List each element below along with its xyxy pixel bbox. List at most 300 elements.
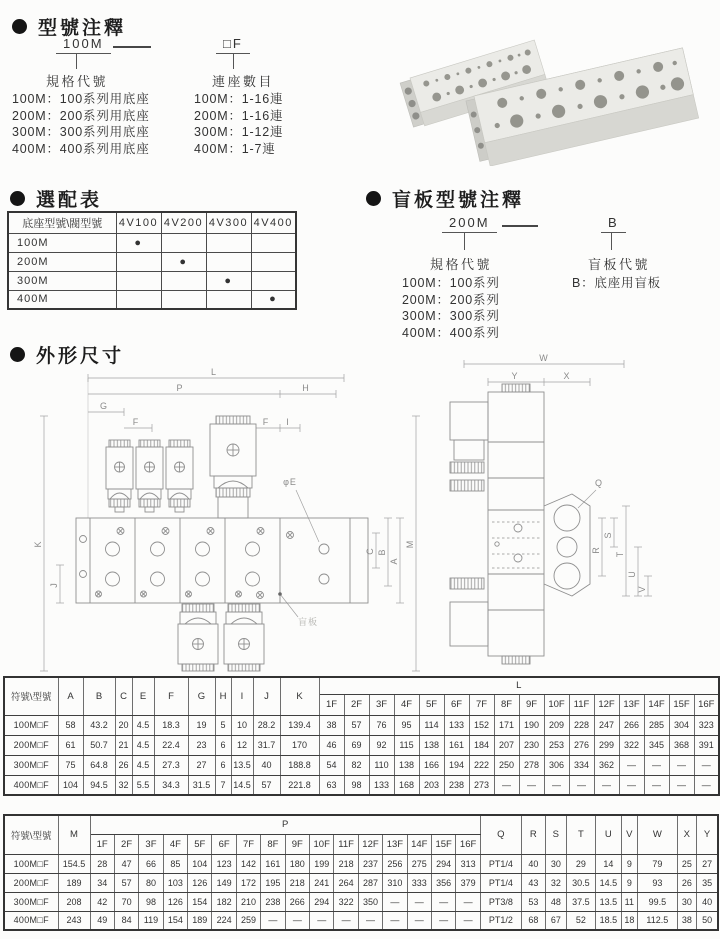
t1-value-cell: 188.8 — [280, 755, 319, 775]
t1-value-cell: 207 — [494, 735, 519, 755]
t1-value-cell: 110 — [369, 755, 394, 775]
t2-value-cell: 294 — [310, 892, 334, 911]
t1-value-cell: 34.3 — [154, 775, 188, 795]
t2-value-cell: 28 — [90, 854, 114, 873]
t2-value-cell: 29 — [566, 854, 595, 873]
dim-label-C: C — [365, 547, 375, 555]
t1-value-cell: 22.4 — [154, 735, 188, 755]
compat-dot-cell: ● — [161, 252, 206, 271]
t2-value-cell: — — [383, 911, 407, 930]
spec-code-list — [12, 91, 150, 157]
valve-side-view — [450, 384, 590, 664]
t2-data-row — [4, 854, 718, 873]
base-model-label: 300M — [8, 271, 116, 290]
t2-value-cell: 40 — [696, 892, 718, 911]
station-count-item: 100M：1-16連 — [194, 92, 284, 106]
t1-value-cell: 18.3 — [154, 715, 188, 735]
t2-value-cell: 237 — [358, 854, 382, 873]
t1-station-header: 8F — [494, 694, 519, 715]
t1-value-cell: 5 — [215, 715, 231, 735]
t1-value-cell: — — [694, 755, 719, 775]
t1-col-header: A — [58, 677, 83, 715]
dimension-labels — [511, 354, 647, 593]
valve-model-header: 4V300 — [206, 212, 251, 233]
t2-value-cell: 66 — [139, 854, 163, 873]
t1-station-header: 13F — [619, 694, 644, 715]
t2-col-header: Q — [480, 815, 521, 854]
t2-value-cell: PT3/8 — [480, 892, 521, 911]
t2-value-cell: 9 — [621, 854, 637, 873]
t2-station-header: 4F — [163, 834, 187, 854]
t1-col-header: B — [83, 677, 115, 715]
t2-value-cell: 142 — [236, 854, 260, 873]
t2-value-cell: PT1/4 — [480, 854, 521, 873]
dim-label-H: H — [302, 383, 310, 393]
blind-code-base: 200M — [442, 215, 497, 233]
t1-value-cell: 114 — [419, 715, 444, 735]
t2-value-cell: — — [358, 911, 382, 930]
t2-station-header: 1F — [90, 834, 114, 854]
compat-dot-cell: ● — [116, 233, 161, 252]
t2-value-cell: 333 — [407, 873, 431, 892]
t2-value-cell: 243 — [58, 911, 90, 930]
bullet-icon — [12, 19, 27, 34]
t2-value-cell: 123 — [212, 854, 236, 873]
valve-model-header: 4V100 — [116, 212, 161, 233]
compat-dot-cell: ● — [206, 271, 251, 290]
t2-station-header: 3F — [139, 834, 163, 854]
code-separator-line — [113, 46, 151, 48]
t1-value-cell: 273 — [469, 775, 494, 795]
dim-label-J: J — [49, 582, 59, 588]
t2-value-cell: 84 — [114, 911, 138, 930]
t2-value-cell: 80 — [139, 873, 163, 892]
t1-value-cell: 139.4 — [280, 715, 319, 735]
t2-col-header: Y — [696, 815, 718, 854]
bullet-icon — [366, 191, 381, 206]
t1-value-cell: 95 — [394, 715, 419, 735]
t1-col-header: H — [215, 677, 231, 715]
spec-code-item: 100M：100系列用底座 — [12, 92, 150, 106]
t1-value-cell: 166 — [419, 755, 444, 775]
t2-value-cell: 14.5 — [595, 873, 621, 892]
t2-value-cell: 18 — [621, 911, 637, 930]
t2-value-cell: 126 — [163, 892, 187, 911]
dim-label-U: U — [627, 570, 637, 578]
t1-value-cell: 306 — [544, 755, 569, 775]
t1-value-cell: 104 — [58, 775, 83, 795]
t2-value-cell: 154.5 — [58, 854, 90, 873]
t1-corner-header: 符號\型號 — [4, 677, 58, 715]
compat-dot-cell — [251, 271, 296, 290]
t1-value-cell: 12 — [231, 735, 253, 755]
t2-station-header: 12F — [358, 834, 382, 854]
tree-stem — [611, 233, 612, 250]
t2-value-cell: — — [431, 892, 455, 911]
blind-code-list — [572, 275, 661, 292]
station-count-label: 連座數目 — [212, 74, 275, 89]
dim-label-L: L — [210, 368, 218, 377]
compat-dot-cell — [161, 290, 206, 309]
bullet-icon — [10, 347, 25, 362]
t2-value-cell: 379 — [456, 873, 480, 892]
t2-value-cell: 241 — [310, 873, 334, 892]
t2-value-cell: 266 — [285, 892, 309, 911]
t2-col-header-M: M — [58, 815, 90, 854]
dim-label-R: R — [591, 546, 601, 554]
dim-label-V: V — [637, 585, 647, 593]
blind-code-label: 盲板代號 — [588, 257, 651, 272]
t1-value-cell: 168 — [394, 775, 419, 795]
t1-value-cell: 323 — [694, 715, 719, 735]
t1-value-cell: 266 — [619, 715, 644, 735]
t1-value-cell: 250 — [494, 755, 519, 775]
t2-value-cell: — — [456, 911, 480, 930]
t2-value-cell: — — [456, 892, 480, 911]
t2-value-cell: 189 — [58, 873, 90, 892]
t1-value-cell: — — [569, 775, 594, 795]
t2-col-header: S — [545, 815, 566, 854]
t1-value-cell: 253 — [544, 735, 569, 755]
t2-data-row — [4, 873, 718, 892]
t2-value-cell: 25 — [677, 854, 696, 873]
t1-value-cell: 238 — [444, 775, 469, 795]
t2-value-cell: 172 — [236, 873, 260, 892]
blind-code-suffix: B — [601, 215, 626, 233]
t2-value-cell: 49 — [90, 911, 114, 930]
compat-dot-cell — [161, 233, 206, 252]
t2-value-cell: 180 — [285, 854, 309, 873]
t1-value-cell: 230 — [519, 735, 544, 755]
t2-value-cell: 350 — [358, 892, 382, 911]
station-count-list — [194, 91, 283, 157]
t1-value-cell: — — [644, 775, 669, 795]
t2-value-cell: 313 — [456, 854, 480, 873]
compat-dot-cell — [206, 290, 251, 309]
compat-dot-cell — [251, 233, 296, 252]
blind-spec-item: 400M：400系列 — [402, 325, 500, 340]
t1-value-cell: 391 — [694, 735, 719, 755]
t2-value-cell: — — [334, 911, 358, 930]
tree-stem — [76, 54, 77, 69]
base-model-label: 100M — [8, 233, 116, 252]
t2-value-cell: 154 — [163, 911, 187, 930]
t1-value-cell: — — [694, 775, 719, 795]
t2-col-header: V — [621, 815, 637, 854]
t2-model-cell: 100M□F — [4, 854, 58, 873]
t2-station-header: 8F — [261, 834, 285, 854]
dim-label-G: G — [99, 401, 109, 411]
t1-value-cell: 322 — [619, 735, 644, 755]
t1-value-cell: 27.3 — [154, 755, 188, 775]
t1-col-header: E — [132, 677, 154, 715]
t1-value-cell: 133 — [369, 775, 394, 795]
t2-model-cell: 200M□F — [4, 873, 58, 892]
t1-value-cell: 26 — [115, 755, 132, 775]
t1-value-cell: 98 — [344, 775, 369, 795]
t1-value-cell: 20 — [115, 715, 132, 735]
t1-model-cell: 200M□F — [4, 735, 58, 755]
t2-value-cell: 149 — [212, 873, 236, 892]
t1-value-cell: 61 — [58, 735, 83, 755]
t2-value-cell: 218 — [334, 854, 358, 873]
t1-data-row — [4, 715, 719, 735]
t1-value-cell: 285 — [644, 715, 669, 735]
t1-col-header: I — [231, 677, 253, 715]
t2-value-cell: 224 — [212, 911, 236, 930]
blind-spec-item: 200M：200系列 — [402, 292, 500, 307]
t1-value-cell: 171 — [494, 715, 519, 735]
t2-value-cell: 11 — [621, 892, 637, 911]
t2-value-cell: 27 — [696, 854, 718, 873]
t2-value-cell: — — [431, 911, 455, 930]
t1-value-cell: 7 — [215, 775, 231, 795]
t2-value-cell: 112.5 — [637, 911, 677, 930]
t1-col-header: G — [188, 677, 215, 715]
t1-value-cell: 10 — [231, 715, 253, 735]
t2-value-cell: 68 — [521, 911, 545, 930]
t1-value-cell: 6 — [215, 735, 231, 755]
dim-label-S: S — [603, 531, 613, 539]
t1-value-cell: 58 — [58, 715, 83, 735]
t2-value-cell: — — [261, 911, 285, 930]
t1-value-cell: 247 — [594, 715, 619, 735]
t2-station-header: 14F — [407, 834, 431, 854]
t1-station-header: 12F — [594, 694, 619, 715]
t2-value-cell: 103 — [163, 873, 187, 892]
t2-value-cell: 275 — [407, 854, 431, 873]
t2-value-cell: 18.5 — [595, 911, 621, 930]
t2-value-cell: — — [407, 911, 431, 930]
valve-model-header: 4V200 — [161, 212, 206, 233]
t1-value-cell: — — [669, 755, 694, 775]
t1-value-cell: 190 — [519, 715, 544, 735]
t1-station-header: 15F — [669, 694, 694, 715]
t2-value-cell: 126 — [188, 873, 212, 892]
dimension-table-1 — [3, 676, 720, 796]
t2-station-header: 13F — [383, 834, 407, 854]
t2-data-row — [4, 911, 718, 930]
t1-value-cell: 4.5 — [132, 735, 154, 755]
t1-data-row — [4, 755, 719, 775]
spec-code-label: 規格代號 — [46, 74, 109, 89]
t1-data-row — [4, 735, 719, 755]
t1-value-cell: 299 — [594, 735, 619, 755]
t1-value-cell: 138 — [419, 735, 444, 755]
spec-code-item: 400M：400系列用底座 — [12, 141, 150, 156]
t1-col-header: K — [280, 677, 319, 715]
code-separator-line — [502, 225, 538, 227]
bullet-icon — [10, 191, 25, 206]
sel-corner-header: 底座型號\閥型號 — [8, 212, 116, 233]
t2-value-cell: 259 — [236, 911, 260, 930]
t2-station-header: 9F — [285, 834, 309, 854]
t2-value-cell: 37.5 — [566, 892, 595, 911]
selection-table — [7, 211, 297, 310]
t1-value-cell: 209 — [544, 715, 569, 735]
t2-value-cell: 32 — [545, 873, 566, 892]
t1-value-cell: 194 — [444, 755, 469, 775]
t1-value-cell: 31.5 — [188, 775, 215, 795]
t2-value-cell: — — [383, 892, 407, 911]
t1-value-cell: 228 — [569, 715, 594, 735]
t2-value-cell: — — [310, 911, 334, 930]
t1-value-cell: 4.5 — [132, 715, 154, 735]
t1-value-cell: 345 — [644, 735, 669, 755]
t1-value-cell: 138 — [394, 755, 419, 775]
t1-value-cell: — — [619, 775, 644, 795]
t1-value-cell: — — [519, 775, 544, 795]
t1-value-cell: 5.5 — [132, 775, 154, 795]
t2-station-header: 11F — [334, 834, 358, 854]
t2-value-cell: 35 — [696, 873, 718, 892]
t2-value-cell: 119 — [139, 911, 163, 930]
t2-header-row — [4, 815, 718, 834]
t1-col-header: C — [115, 677, 132, 715]
t2-value-cell: 287 — [358, 873, 382, 892]
dim-label-Q: Q — [594, 478, 604, 488]
section-selection-heading — [10, 185, 102, 212]
t2-value-cell: 256 — [383, 854, 407, 873]
side-view-drawing — [426, 354, 664, 672]
t2-value-cell: 9 — [621, 873, 637, 892]
t1-station-header: 11F — [569, 694, 594, 715]
t2-value-cell: 30 — [545, 854, 566, 873]
t2-station-header: 15F — [431, 834, 455, 854]
spec-code-item: 300M：300系列用底座 — [12, 125, 150, 139]
t1-value-cell: 4.5 — [132, 755, 154, 775]
t2-value-cell: 14 — [595, 854, 621, 873]
t2-value-cell: PT1/4 — [480, 873, 521, 892]
t2-value-cell: 99.5 — [637, 892, 677, 911]
t1-station-header: 6F — [444, 694, 469, 715]
t1-value-cell: 170 — [280, 735, 319, 755]
dim-label-B: B — [377, 548, 387, 556]
t2-value-cell: 26 — [677, 873, 696, 892]
t1-value-cell: 82 — [344, 755, 369, 775]
spec-code-item: 200M：200系列用底座 — [12, 108, 150, 123]
t2-station-header: 10F — [310, 834, 334, 854]
dim-label-F: F — [262, 417, 270, 427]
station-count-item: 400M：1-7連 — [194, 141, 276, 156]
t2-value-cell: 182 — [212, 892, 236, 911]
t2-value-cell: 294 — [431, 854, 455, 873]
t1-value-cell: — — [544, 775, 569, 795]
compat-dot-cell — [161, 271, 206, 290]
t1-value-cell: 46 — [319, 735, 344, 755]
t2-value-cell: 57 — [114, 873, 138, 892]
t1-value-cell: 63 — [319, 775, 344, 795]
compat-dot-cell — [116, 290, 161, 309]
t1-value-cell: 57 — [344, 715, 369, 735]
t2-value-cell: 30 — [677, 892, 696, 911]
t1-value-cell: 133 — [444, 715, 469, 735]
t2-value-cell: 356 — [431, 873, 455, 892]
t2-value-cell: 161 — [261, 854, 285, 873]
sel-row — [8, 290, 296, 309]
t2-value-cell: 67 — [545, 911, 566, 930]
sel-row — [8, 252, 296, 271]
base-model-label: 200M — [8, 252, 116, 271]
base-model-label: 400M — [8, 290, 116, 309]
t1-value-cell: 21 — [115, 735, 132, 755]
t1-value-cell: 94.5 — [83, 775, 115, 795]
t1-value-cell: 19 — [188, 715, 215, 735]
t2-col-header: W — [637, 815, 677, 854]
tree-stem — [233, 54, 234, 69]
station-count-item: 200M：1-16連 — [194, 108, 284, 123]
compat-dot-cell: ● — [251, 290, 296, 309]
t1-value-cell: — — [594, 775, 619, 795]
dim-label-W: W — [539, 354, 549, 363]
t2-value-cell: 38 — [677, 911, 696, 930]
t1-value-cell: 221.8 — [280, 775, 319, 795]
t2-value-cell: 53 — [521, 892, 545, 911]
t2-data-row — [4, 892, 718, 911]
t1-value-cell: 43.2 — [83, 715, 115, 735]
t1-value-cell: 38 — [319, 715, 344, 735]
t1-value-cell: 276 — [569, 735, 594, 755]
compat-dot-cell — [206, 252, 251, 271]
valve-model-header: 4V400 — [251, 212, 296, 233]
t2-value-cell: 218 — [285, 873, 309, 892]
dim-label-phiE: φE — [283, 477, 297, 487]
t2-value-cell: 42 — [90, 892, 114, 911]
section-title: 外形尺寸 — [36, 346, 125, 367]
t1-value-cell: 152 — [469, 715, 494, 735]
t2-value-cell: 322 — [334, 892, 358, 911]
t2-col-header: U — [595, 815, 621, 854]
t2-value-cell: 13.5 — [595, 892, 621, 911]
model-code-stations: □F — [216, 36, 250, 54]
t2-group-header-P: P — [90, 815, 480, 834]
t2-value-cell: — — [285, 911, 309, 930]
station-count-item: 300M：1-12連 — [194, 125, 284, 139]
t2-value-cell: 40 — [521, 854, 545, 873]
t2-model-cell: 400M□F — [4, 911, 58, 930]
compat-dot-cell — [116, 271, 161, 290]
t2-value-cell: 310 — [383, 873, 407, 892]
t1-value-cell: 304 — [669, 715, 694, 735]
sel-header-row — [8, 212, 296, 233]
t2-col-header: R — [521, 815, 545, 854]
t1-value-cell: 6 — [215, 755, 231, 775]
t2-value-cell: 85 — [163, 854, 187, 873]
t1-value-cell: 14.5 — [231, 775, 253, 795]
blind-spec-label: 規格代號 — [430, 257, 493, 272]
t1-model-cell: 300M□F — [4, 755, 58, 775]
blind-code-item: B：底座用盲板 — [572, 276, 661, 290]
compat-dot-cell — [206, 233, 251, 252]
t1-value-cell: 64.8 — [83, 755, 115, 775]
t2-value-cell: 208 — [58, 892, 90, 911]
sel-row — [8, 233, 296, 252]
t2-col-header: T — [566, 815, 595, 854]
t2-value-cell: PT1/2 — [480, 911, 521, 930]
t1-value-cell: 368 — [669, 735, 694, 755]
t2-value-cell: 93 — [637, 873, 677, 892]
t1-value-cell: 54 — [319, 755, 344, 775]
t1-value-cell: 69 — [344, 735, 369, 755]
t1-model-cell: 400M□F — [4, 775, 58, 795]
t1-value-cell: 75 — [58, 755, 83, 775]
t1-col-header: J — [253, 677, 280, 715]
t2-value-cell: 47 — [114, 854, 138, 873]
section-title: 型號注釋 — [38, 18, 127, 39]
t1-value-cell: — — [494, 775, 519, 795]
dim-label-I: I — [286, 417, 290, 427]
t2-corner-header: 符號\型號 — [4, 815, 58, 854]
